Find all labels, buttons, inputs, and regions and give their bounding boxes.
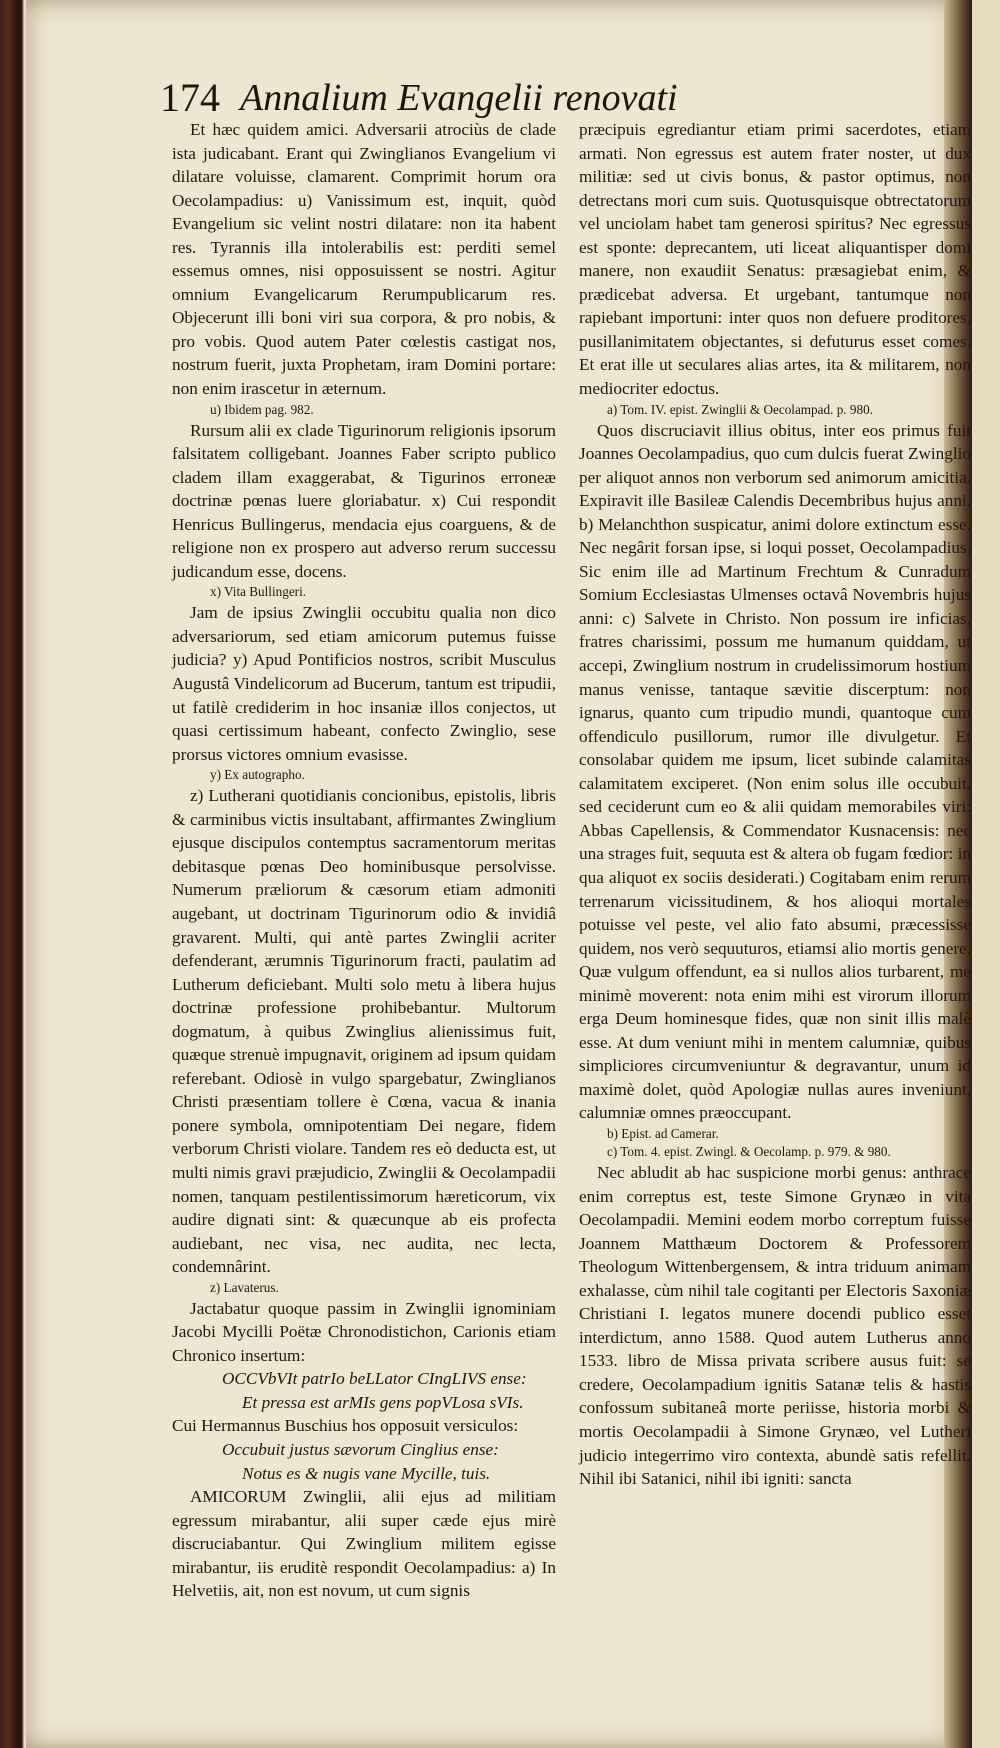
verse-line: OCCVbVIt patrIo beLLator CIngLIVS ense:	[222, 1369, 527, 1389]
page-header	[130, 74, 950, 122]
paragraph: AMICORUM Zwinglii, alii ejus ad militiam egressum mirabantur, alii super cæde ejus mirè discruciabantur. Qui Zwinglium militem egisse mirabantur, iis eruditè respondit Oecolampadius: a) In Helvetiis, ait, non est novum, ut cum signis	[172, 1487, 556, 1601]
footnote: b) Epist. ad Camerar.	[607, 1125, 719, 1141]
paragraph: Jactabatur quoque passim in Zwinglii ignominiam Jacobi Mycilli Poëtæ Chronodistichon, Carionis etiam Chronico insertum:	[172, 1298, 556, 1365]
page-number: 174	[160, 75, 220, 120]
paragraph: Nec abludit ab hac suspicione morbi genus: anthrace enim correptus est, teste Simone Grynæo in vita Oecolampadii. Memini eodem morbo correptum fuisse Joannem Matthæum Doctorem & Professorem Theologum Wittenbergensem, & intra triduum animam exhalasse, cùm nihil tale cogitanti per Electoris Saxoniæ Christiani I. legatos munere docendi publico esset interdictum, anno 1588. Quod autem Lutherus anno 1533. libro de Missa privata scribere ausus fuit: se credere, Oecolampadium ignitis Satanæ telis & hastis confossum subitaneâ morte periisse, historia morbi & mortis Oecolampadii à Simone Grynæo, vel Lutheri judicio integerrimo viro contexta, abundè satis refellit. Nihil ibi Satanici, nihil ibi igniti: sancta	[579, 1162, 971, 1489]
footnote: x) Vita Bullingeri.	[210, 584, 307, 600]
paragraph: Rursum alii ex clade Tigurinorum religionis ipsorum falsitatem colligebant. Joannes Faber scripto publico cladem illam exaggerabat, & Tigurinos erroneæ doctrinæ pœnas luere gloriabatur. x) Cui respondit Henricus Bullingerus, mendacia ejus coarguens, & de religione non ex prospero aut adverso rerum successu judicandum esse, docens.	[172, 420, 556, 581]
paragraph: Quos discruciavit illius obitus, inter eos primus fuit Joannes Oecolampadius, quo cum dulcis fuerat Zwinglio per aliquot annos non verborum sed animorum amicitia. Expiravit ille Basileæ Calendis Decembribus hujus anni. b) Melanchthon suspicatur, animi dolore extinctum esse. Nec negârit forsan ipse, si loqui posset, Oecolampadius. Sic enim ille ad Martinum Frechtum & Cunradum Somium Ecclesiastas Ulmenses octavâ Novembris hujus anni: c) Salvete in Christo. Non possum ire inficias, fratres charissimi, possum me humanum quiddam, ut accepi, Zwinglium nostrum in crudelissimorum hostium manus venisse, tantaque sævitie discerptum: non ignarus, quanto cum tripudio mundi, quantoque cum offendiculo pusillorum, rumor ille divulgetur. Et consolabar quidem me ipsum, licet subinde calamitas calamitatem exciperet. (Non enim solus ille occubuit, sed ceciderunt cum eo & alii quidam memorabiles viri: Abbas Capellensis, & Commendator Kusnacensis: nec una strages fuit, sequuta est & altera ob fugam fœdior: in qua aliquot ex sociis desiderati.) Cogitabam enim rerum terrenarum vicissitudinem, & hos alioqui mortales potuisse vel peste, vel alio fato absumi, præcessisse quidem, nos verò sequuturos, etiamsi alio mortis genere. Quæ vulgum offendunt, ea si nullos alios turbarent, me minimè moverent: nota enim mihi est virorum illorum erga Deum hominesque fides, quæ non sinit illis malè esse. At dum veniunt mihi in mentem calumniæ, quibus simpliciores circumveniuntur & degravantur, unum id maximè dolet, quòd Apologiæ nullas aures inveniunt, calumniæ omnes præoccupant.	[579, 420, 971, 1123]
footnote: u) Ibidem pag. 982.	[210, 401, 314, 417]
paragraph: præcipuis egrediantur etiam primi sacerdotes, etiam armati. Non egressus est autem frater noster, ut dux militiæ: sed ut civis bonus, & pastor optimus, non detrectans mori cum suis. Quotusquisque obtrectatorum vel unciolam habet tam generosi spiritus? Nec egressus est sponte: deprecantem, uti liceat aliquantisper domi manere, non exaudiit Senatus: præsagiebat enim, & prædicebat adversa. Et urgebant, tantumque non rapiebant importuni: inter quos non defuere proditores, pusillanimitatem objectantes, si defuturus esset comes. Et erat ille ut seculares alias artes, ita & militarem, non mediocriter edoctus.	[579, 120, 971, 399]
footnote: a) Tom. IV. epist. Zwinglii & Oecolampad. p. 980.	[607, 401, 873, 417]
verse-line: Notus es & nugis vane Mycille, tuis.	[242, 1463, 491, 1483]
book-page	[26, 0, 972, 1748]
footnote: c) Tom. 4. epist. Zwingl. & Oecolamp. p. 979. & 980.	[607, 1143, 891, 1159]
paragraph: Cui Hermannus Buschius hos opposuit versiculos:	[172, 1416, 519, 1436]
right-column	[579, 118, 971, 1491]
footnote: z) Lavaterus.	[210, 1279, 279, 1295]
paragraph: Jam de ipsius Zwinglii occubitu qualia non dico adversariorum, sed etiam amicorum putemus fuisse judicia? y) Apud Pontificios nostros, scribit Musculus Augustâ Vindelicorum ad Bucerum, tantum est tripudii, ut fatilè crediderim in hoc insaniæ illos conjectos, ut quasi certissimum habeant, confecto Zwinglio, sese prorsus victores omnium evasisse.	[172, 603, 556, 764]
paragraph: z) Lutherani quotidianis concionibus, epistolis, libris & carminibus victis insultabant, affirmantes Zwinglium ejusque discipulos contemptus sacramentorum meritas debitasque pœnas Deo hominibusque persolvisse. Numerum præliorum & cæsorum etiam admoniti augebant, ut doctrinam Tigurinorum odio & invidiâ gravarent. Multi, qui antè partes Zwinglii acriter defenderant, ærumnis Tigurinorum fracti, paulatim ad Lutherum deficiebant. Multi solo metu à libera hujus doctrinæ professione prohibebantur. Multorum dogmatum, à quibus Zwinglius alienissimus fuit, quæque strenuè impugnavit, originem ad ipsum quidam referebant. Odiosè in vulgo spargebatur, Zwinglianos Christi præsentiam tollere è Cœna, vacua & inania ponere symbola, omnipotentiam Dei negare, fidem verborum Christi violare. Tandem res eò deducta est, ut multi nimis gravi præjudicio, Zwinglii & Oecolampadii nomen, tanquam pestilentissimorum hæreticorum, vix audire dignati sint: & quæcunque ab eis profecta audiebant, nec visa, nec audita, nec lecta, condemnârint.	[172, 786, 556, 1277]
verse-line: Et pressa est arMIs gens popVLosa sVIs.	[242, 1392, 524, 1412]
verse-line: Occubuit justus sævorum Cinglius ense:	[222, 1439, 499, 1459]
running-head: Annalium Evangelii renovati	[240, 77, 678, 119]
footnote: y) Ex autographo.	[210, 767, 305, 783]
left-column	[172, 118, 556, 1603]
paragraph: Et hæc quidem amici. Adversarii atrociùs de clade ista judicabant. Erant qui Zwinglianos Evangelium vi dilatare voluisse, clamarent. Comprimit horum ora Oecolampadius: u) Vanissimum est, inquit, quòd Evangelium sic velint nostri dilatare: non ita habent res. Tyrannis illa intolerabilis est: perditi semel essemus omnes, nisi opposuissent se nostri. Agitur omnium Evangelicarum Rerumpublicarum res. Objecerunt illi boni viri sua corpora, & pro nobis, & pro vobis. Quod autem Pater cœlestis castigat nos, nostrum fuerit, juxta Prophetam, iram Domini portare: non enim irascetur in æternum.	[172, 120, 556, 399]
